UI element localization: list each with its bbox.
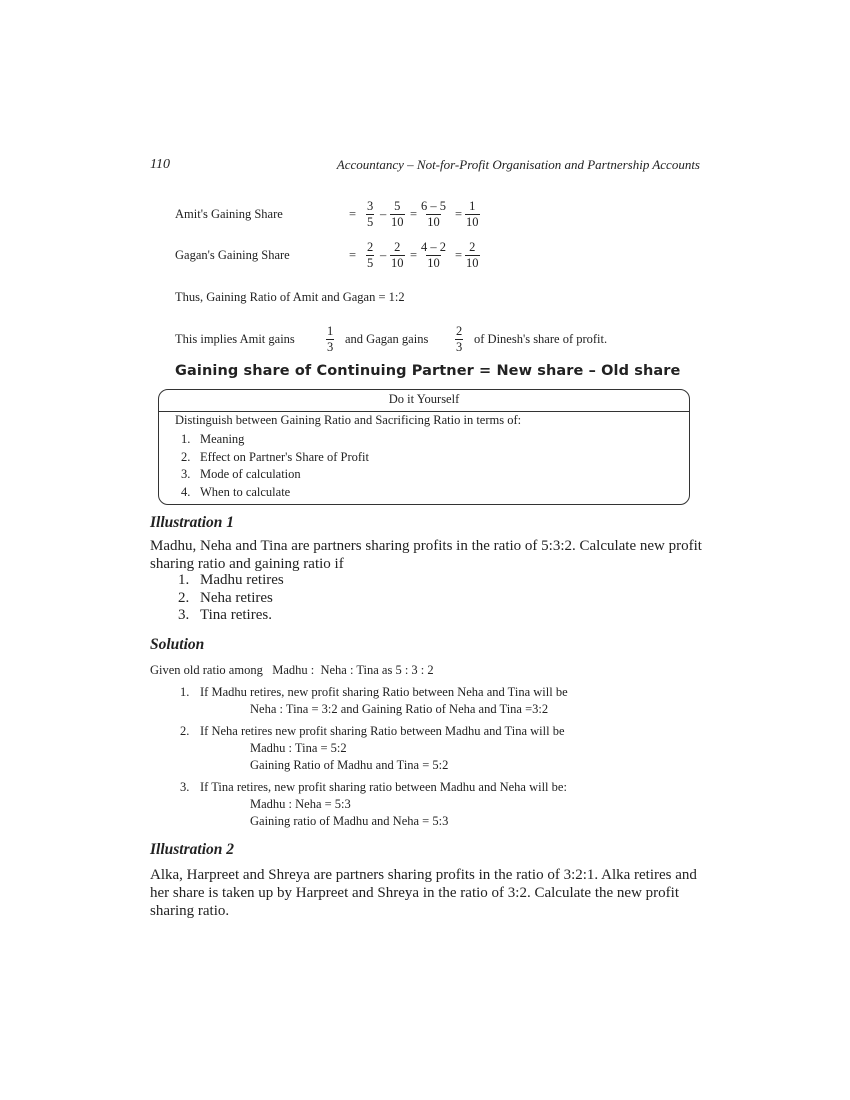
numerator: 2 <box>456 324 463 338</box>
numerator: 6 – 5 <box>421 199 446 213</box>
fraction <box>465 199 480 230</box>
given-ratio-line: Given old ratio among Madhu : Neha : Tina as 5 : 3 : 2 <box>150 663 434 677</box>
item-number: 1. <box>181 432 191 446</box>
equals-sign: = <box>349 248 357 262</box>
implies-text-2: and Gagan gains <box>345 332 429 346</box>
denominator: 3 <box>456 340 463 354</box>
fraction <box>366 199 374 230</box>
illustration-2-text: Alka, Harpreet and Shreya are partners sharing profits in the ratio of 3:2:1. Alka retires and her share is taken up by Harpreet and Shreya in the ratio of 3:2. Calculate the new profit sharing ratio. <box>150 867 697 919</box>
gaining-ratio-line: Thus, Gaining Ratio of Amit and Gagan = 1:2 <box>175 290 405 304</box>
illustration-1-heading: Illustration 1 <box>150 514 234 531</box>
equals-sign: = <box>455 248 463 262</box>
fraction <box>326 324 334 355</box>
do-it-yourself-box <box>158 389 690 505</box>
list-item <box>181 431 369 449</box>
page-number: 110 <box>150 157 170 172</box>
equals-sign: = <box>455 207 463 221</box>
fraction <box>420 240 447 271</box>
denominator: 10 <box>427 215 440 229</box>
numerator: 5 <box>394 199 401 213</box>
case-detail: Madhu : Tina = 5:2 <box>250 741 347 755</box>
list-item <box>181 484 369 502</box>
denominator: 10 <box>466 256 479 270</box>
fraction <box>465 240 480 271</box>
item-text: Effect on Partner's Share of Profit <box>200 449 369 464</box>
case-detail: Madhu : Neha = 5:3 <box>250 797 351 811</box>
case-detail: Gaining Ratio of Madhu and Tina = 5:2 <box>250 758 449 772</box>
fraction <box>455 324 463 355</box>
illustration-2-heading: Illustration 2 <box>150 841 234 858</box>
solution-case <box>180 723 565 774</box>
implies-text-3: of Dinesh's share of profit. <box>474 332 608 346</box>
numerator: 2 <box>367 240 374 254</box>
case-lead: If Neha retires new profit sharing Ratio between Madhu and Tina will be <box>200 724 565 738</box>
item-number: 3. <box>181 467 191 481</box>
item-number: 3. <box>178 607 190 623</box>
list-item <box>178 572 284 590</box>
equals-sign: = <box>349 207 357 221</box>
numerator: 1 <box>327 324 334 338</box>
item-number: 1. <box>178 572 190 588</box>
case-number: 3. <box>180 780 190 794</box>
fraction <box>390 199 405 230</box>
minus-sign: – <box>380 248 387 262</box>
denominator: 5 <box>367 256 374 270</box>
item-number: 2. <box>178 589 190 606</box>
item-text: Neha retires <box>200 589 273 606</box>
fraction <box>366 240 374 271</box>
numerator: 2 <box>394 240 401 254</box>
solution-case <box>180 684 568 718</box>
running-title: Accountancy – Not-for-Profit Organisation and Partnership Accounts <box>336 157 700 172</box>
numerator: 2 <box>469 240 476 254</box>
denominator: 3 <box>327 340 334 354</box>
numerator: 4 – 2 <box>421 240 446 254</box>
solution-case <box>180 779 567 830</box>
equals-sign: = <box>410 248 418 262</box>
box-intro: Distinguish between Gaining Ratio and Sacrificing Ratio in terms of: <box>175 413 522 427</box>
list-item <box>181 449 369 467</box>
box-title: Do it Yourself <box>388 392 460 406</box>
case-lead: If Madhu retires, new profit sharing Ratio between Neha and Tina will be <box>200 685 568 699</box>
implies-text-1: This implies Amit gains <box>175 332 295 346</box>
item-number: 4. <box>181 484 191 499</box>
case-number: 1. <box>180 685 190 699</box>
list-item <box>178 607 284 625</box>
divider <box>159 411 689 412</box>
denominator: 10 <box>391 215 404 229</box>
case-detail: Gaining ratio of Madhu and Neha = 5:3 <box>250 814 449 828</box>
denominator: 10 <box>427 256 440 270</box>
numerator: 1 <box>469 199 476 213</box>
item-text: When to calculate <box>200 484 291 499</box>
list-item <box>181 466 369 484</box>
case-lead: If Tina retires, new profit sharing ratio between Madhu and Neha will be: <box>200 780 567 794</box>
denominator: 10 <box>391 256 404 270</box>
minus-sign: – <box>380 207 387 221</box>
denominator: 10 <box>466 215 479 229</box>
fraction <box>390 240 405 271</box>
item-text: Madhu retires <box>200 572 284 588</box>
item-text: Meaning <box>200 432 245 446</box>
item-number: 2. <box>181 449 191 464</box>
denominator: 5 <box>367 215 374 229</box>
list-item <box>178 590 284 608</box>
illustration-1-list <box>178 572 284 625</box>
formula-heading: Gaining share of Continuing Partner = New share – Old share <box>175 363 681 379</box>
item-text: Tina retires. <box>200 607 272 623</box>
box-list <box>181 431 369 501</box>
illustration-1-text: Madhu, Neha and Tina are partners sharing profits in the ratio of 5:3:2. Calculate new profit sharing ratio and gaining ratio if <box>150 538 702 572</box>
item-text: Mode of calculation <box>200 467 301 481</box>
equals-sign: = <box>410 207 418 221</box>
gagan-label: Gagan's Gaining Share <box>175 248 290 262</box>
case-number: 2. <box>180 724 190 738</box>
case-detail: Neha : Tina = 3:2 and Gaining Ratio of Neha and Tina =3:2 <box>250 702 549 716</box>
fraction <box>420 199 447 230</box>
numerator: 3 <box>367 199 374 213</box>
solution-heading: Solution <box>150 636 205 653</box>
amit-label: Amit's Gaining Share <box>175 207 283 221</box>
